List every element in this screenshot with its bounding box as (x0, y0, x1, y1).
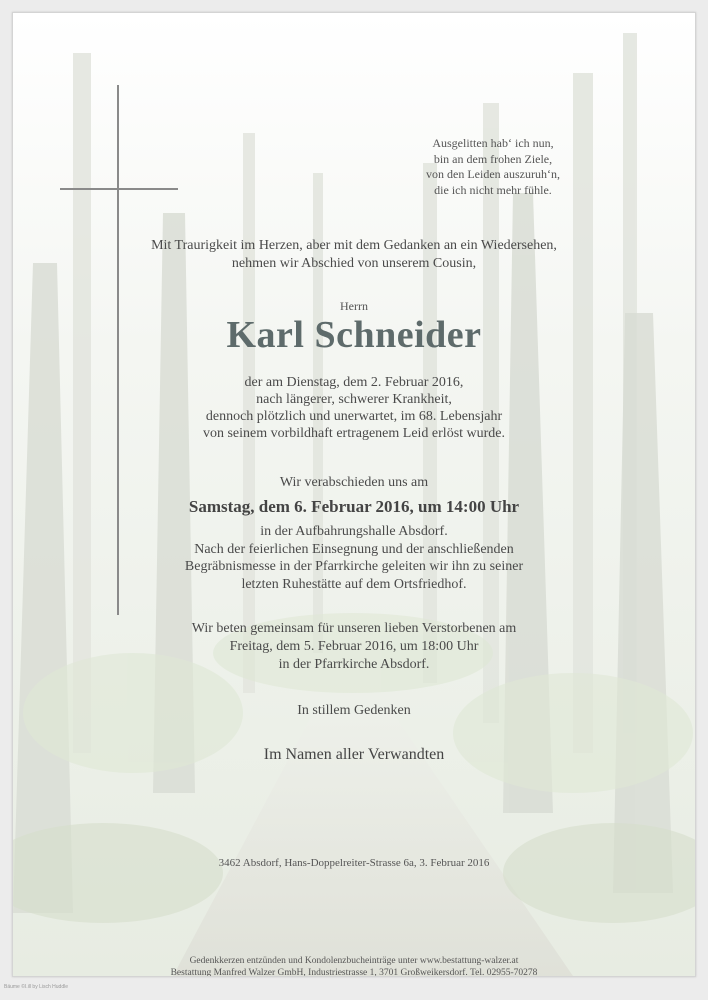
ceremony-line: Begräbnismesse in der Pfarrkirche geleiten wir ihn zu seiner (184, 559, 524, 574)
poem-line: die ich nicht mehr fühle. (434, 182, 552, 197)
intro-line: nehmen wir Abschied von unserem Cousin, (231, 256, 477, 271)
obituary-card (12, 12, 696, 977)
poem-line: bin an dem frohen Ziele, (433, 151, 553, 166)
poem (393, 136, 593, 198)
prayer-details (13, 620, 695, 674)
details-line: der am Dienstag, dem 2. Februar 2016, (244, 375, 464, 390)
details-line: dennoch plötzlich und unerwartet, im 68. Lebensjahr (205, 409, 503, 424)
details-line: nach längerer, schwerer Krankheit, (256, 392, 452, 407)
death-details (13, 374, 695, 442)
deceased-name: Karl Schneider (226, 314, 482, 356)
footer (13, 955, 695, 977)
salutation: Herrn (340, 299, 368, 313)
footer-line: Gedenkkerzen entzünden und Kondolenzbucheinträge unter www.bestattung-walzer.at (189, 956, 519, 966)
prayer-line: in der Pfarrkirche Absdorf. (278, 657, 430, 672)
intro-line: Mit Traurigkeit im Herzen, aber mit dem Gedanken an ein Wiedersehen, (151, 238, 557, 253)
memory-text: In stillem Gedenken (297, 703, 411, 718)
ceremony-line: in der Aufbahrungshalle Absdorf. (260, 524, 448, 539)
address-date: 3462 Absdorf, Hans-Doppelreiter-Strasse 6a, 3. Februar 2016 (218, 857, 490, 869)
image-credit: Bäume ©I.ill by Lisch Huddle (4, 984, 68, 990)
prayer-line: Freitag, dem 5. Februar 2016, um 18:00 Uhr (229, 639, 479, 654)
details-line: von seinem vorbildhaft ertragenem Leid erlöst wurde. (202, 426, 506, 441)
relatives-text: Im Namen aller Verwandten (263, 746, 445, 763)
poem-line: Ausgelitten hab‘ ich nun, (432, 136, 554, 150)
footer-line: Bestattung Manfred Walzer GmbH, Industriestrasse 1, 3701 Großweikersdorf. Tel. 02955-70278 (170, 968, 538, 977)
ceremony-details (13, 523, 695, 593)
ceremony-line: Nach der feierlichen Einsegnung und der anschließenden (194, 541, 514, 557)
intro-text (13, 237, 695, 273)
farewell-intro: Wir verabschieden uns am (279, 475, 429, 490)
poem-line: von den Leiden auszuruh‘n, (426, 167, 560, 181)
ceremony-line: letzten Ruhestätte auf dem Ortsfriedhof. (241, 576, 467, 592)
prayer-line: Wir beten gemeinsam für unseren lieben Verstorbenen am (191, 621, 517, 636)
funeral-date: Samstag, dem 6. Februar 2016, um 14:00 Uhr (188, 497, 520, 516)
